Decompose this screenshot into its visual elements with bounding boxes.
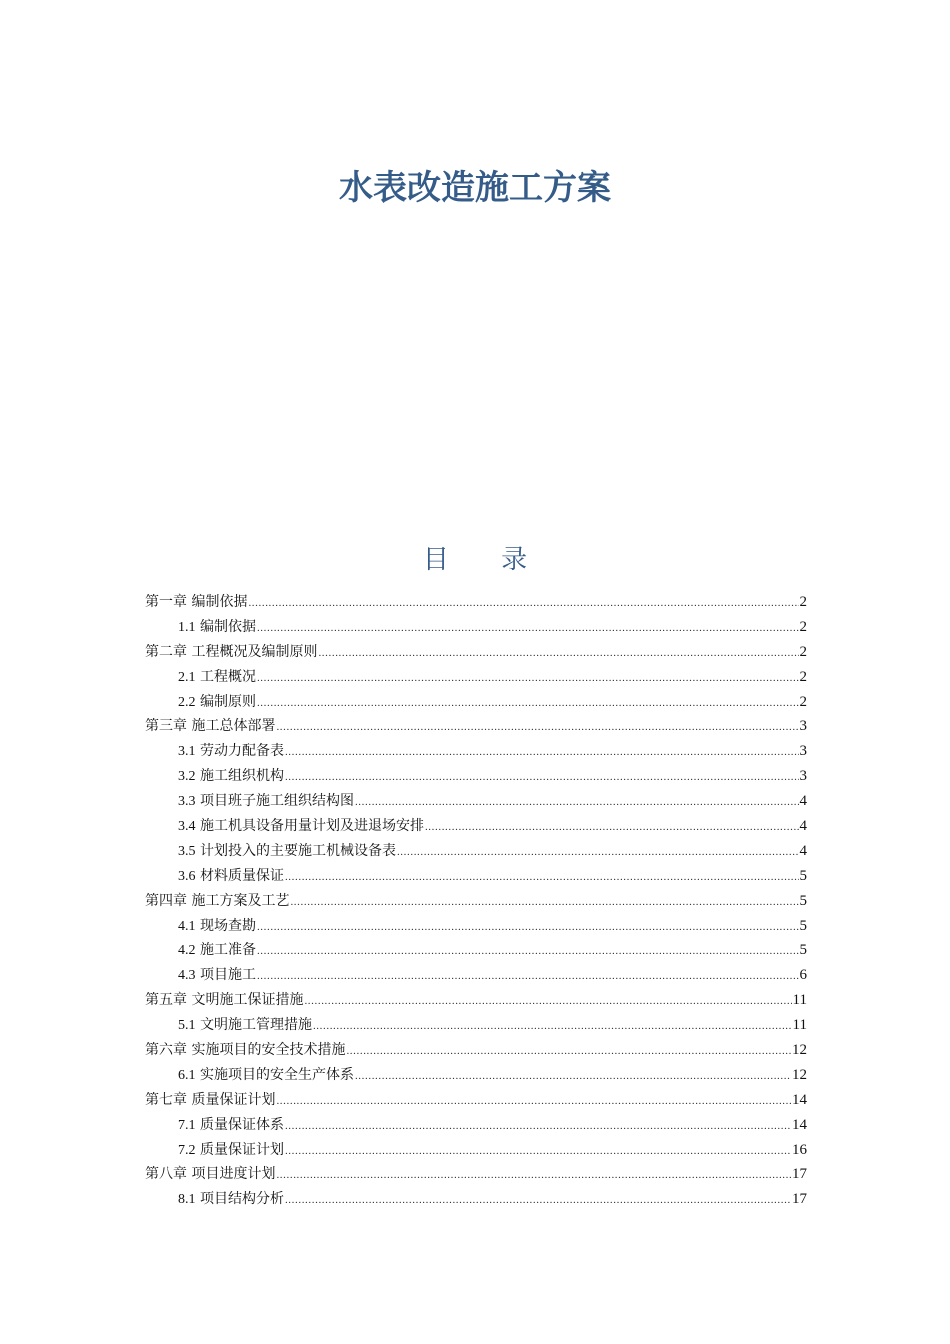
toc-section-entry[interactable] <box>145 1113 807 1138</box>
toc-section-entry[interactable] <box>145 1063 807 1088</box>
toc-page-number: 14 <box>792 1091 807 1108</box>
toc-section-entry[interactable] <box>145 665 807 690</box>
toc-page-number: 4 <box>799 818 807 835</box>
toc-section-entry[interactable] <box>145 789 807 814</box>
toc-chapter-entry[interactable] <box>145 640 807 665</box>
toc-leader-dots <box>276 1089 791 1113</box>
toc-entry-text <box>145 1162 275 1187</box>
toc-entry-text <box>178 938 256 963</box>
toc-entry-text <box>178 1113 284 1138</box>
toc-page-number: 16 <box>792 1141 807 1158</box>
toc-leader-dots <box>285 1188 791 1212</box>
toc-entry-text <box>178 1187 284 1212</box>
toc-entry-number: 8.1 <box>178 1192 196 1208</box>
toc-entry-number: 第四章 <box>145 893 187 909</box>
toc-entry-title: 文明施工管理措施 <box>199 1017 312 1034</box>
toc-chapter-entry[interactable] <box>145 1038 807 1063</box>
toc-entry-number: 第一章 <box>145 595 187 610</box>
toc-entry-title: 项目班子施工组织结构图 <box>199 793 354 810</box>
toc-leader-dots <box>285 765 799 789</box>
toc-entry-title: 实施项目的安全生产体系 <box>199 1066 354 1083</box>
toc-entry-number: 第三章 <box>145 719 187 735</box>
toc-page-number: 3 <box>799 718 807 735</box>
toc-section-entry[interactable] <box>145 864 807 889</box>
toc-page-number: 2 <box>799 693 807 710</box>
toc-entry-text <box>178 1063 354 1088</box>
toc-chapter-entry[interactable] <box>145 590 807 615</box>
toc-entry-text <box>178 1013 312 1038</box>
toc-entry-number: 1.1 <box>178 619 196 635</box>
toc-chapter-entry[interactable] <box>145 889 807 914</box>
toc-entry-number: 第八章 <box>145 1167 187 1183</box>
toc-section-entry[interactable] <box>145 963 807 988</box>
toc-leader-dots <box>257 915 799 939</box>
toc-entry-number: 3.4 <box>178 819 196 835</box>
toc-leader-dots <box>257 691 799 715</box>
toc-chapter-entry[interactable] <box>145 1162 807 1187</box>
toc-entry-number: 4.2 <box>178 943 196 959</box>
toc-section-entry[interactable] <box>145 814 807 839</box>
toc-page-number: 3 <box>799 768 807 785</box>
toc-leader-dots <box>257 616 799 640</box>
toc-entry-text <box>178 839 396 864</box>
toc-entry-text <box>178 665 256 690</box>
toc-page-number: 5 <box>799 917 807 934</box>
toc-entry-title: 施工组织机构 <box>199 768 284 785</box>
toc-entry-number: 2.2 <box>178 694 196 710</box>
toc-entry-title: 编制原则 <box>199 693 256 710</box>
toc-chapter-entry[interactable] <box>145 988 807 1013</box>
toc-page-number: 2 <box>799 618 807 635</box>
toc-entry-title: 项目进度计划 <box>191 1166 276 1183</box>
toc-entry-title: 实施项目的安全技术措施 <box>191 1042 346 1059</box>
toc-heading: 目 录 <box>422 545 550 575</box>
toc-section-entry[interactable] <box>145 938 807 963</box>
toc-section-entry[interactable] <box>145 1187 807 1212</box>
toc-entry-text <box>178 690 256 715</box>
toc-entry-number: 第七章 <box>145 1092 187 1108</box>
toc-leader-dots <box>276 715 798 739</box>
toc-chapter-entry[interactable] <box>145 714 807 739</box>
toc-leader-dots <box>304 989 791 1013</box>
toc-leader-dots <box>425 815 799 839</box>
toc-leader-dots <box>276 1163 791 1187</box>
toc-leader-dots <box>397 840 799 864</box>
toc-entry-number: 5.1 <box>178 1018 196 1034</box>
toc-section-entry[interactable] <box>145 739 807 764</box>
toc-entry-text <box>178 814 424 839</box>
toc-entry-number: 3.1 <box>178 744 196 760</box>
toc-leader-dots <box>285 865 799 889</box>
toc-leader-dots <box>248 591 798 615</box>
toc-entry-text <box>145 640 317 665</box>
toc-leader-dots <box>257 939 799 963</box>
toc-leader-dots <box>285 740 799 764</box>
toc-entry-text <box>178 739 284 764</box>
toc-entry-title: 质量保证体系 <box>199 1116 284 1133</box>
document-title: 水表改造施工方案 <box>339 168 611 208</box>
toc-entry-text <box>178 963 256 988</box>
toc-entry-text <box>178 789 354 814</box>
toc-leader-dots <box>355 1064 791 1088</box>
toc-page-number: 3 <box>799 743 807 760</box>
toc-page-number: 11 <box>792 1017 807 1034</box>
toc-page-number: 17 <box>792 1166 807 1183</box>
toc-page-number: 4 <box>799 842 807 859</box>
toc-entry-number: 7.2 <box>178 1142 196 1158</box>
toc-page-number: 2 <box>799 668 807 685</box>
toc-entry-title: 施工总体部署 <box>191 718 276 735</box>
toc-entry-text <box>145 988 303 1013</box>
toc-entry-text <box>178 764 284 789</box>
toc-leader-dots <box>285 1139 791 1163</box>
toc-entry-title: 编制依据 <box>199 618 256 635</box>
toc-entry-title: 施工方案及工艺 <box>191 892 290 909</box>
toc-page-number: 6 <box>799 967 807 984</box>
toc-entry-text <box>145 889 289 914</box>
toc-leader-dots <box>285 1114 791 1138</box>
toc-entry-title: 施工机具设备用量计划及进退场安排 <box>199 818 424 835</box>
toc-entry-title: 现场查勘 <box>199 917 256 934</box>
toc-page-number: 5 <box>799 942 807 959</box>
toc-leader-dots <box>318 641 798 665</box>
toc-entry-title: 文明施工保证措施 <box>191 992 304 1009</box>
toc-page-number: 17 <box>792 1191 807 1208</box>
toc-page-number: 11 <box>792 992 807 1009</box>
toc-entry-title: 工程概况 <box>199 668 256 685</box>
toc-entry-title: 质量保证计划 <box>191 1091 276 1108</box>
toc-entry-title: 编制依据 <box>191 594 248 610</box>
toc-leader-dots <box>257 666 799 690</box>
toc-page-number: 12 <box>792 1066 807 1083</box>
toc-entry-title: 项目结构分析 <box>199 1191 284 1208</box>
toc-entry-number: 3.2 <box>178 769 196 785</box>
toc-page-number: 4 <box>799 793 807 810</box>
toc-page-number: 5 <box>799 867 807 884</box>
toc-section-entry[interactable] <box>145 690 807 715</box>
toc-leader-dots <box>355 790 799 814</box>
toc-entry-number: 7.1 <box>178 1117 196 1133</box>
toc-entry-text <box>145 590 247 615</box>
toc-section-entry[interactable] <box>145 1013 807 1038</box>
toc-entry-text <box>145 714 275 739</box>
toc-leader-dots <box>290 890 798 914</box>
toc-leader-dots <box>346 1039 791 1063</box>
toc-section-entry[interactable] <box>145 1138 807 1163</box>
toc-entry-number: 3.3 <box>178 794 196 810</box>
toc-entry-number: 第五章 <box>145 993 187 1009</box>
toc-entry-title: 施工准备 <box>199 942 256 959</box>
toc-entry-title: 质量保证计划 <box>199 1141 284 1158</box>
toc-entry-title: 项目施工 <box>199 967 256 984</box>
toc-entry-number: 第二章 <box>145 644 187 660</box>
toc-page-number: 12 <box>792 1042 807 1059</box>
toc-entry-number: 4.1 <box>178 918 196 934</box>
toc-entry-number: 2.1 <box>178 669 196 685</box>
toc-section-entry[interactable] <box>145 764 807 789</box>
toc-entry-text <box>178 1138 284 1163</box>
toc-entry-number: 3.6 <box>178 868 196 884</box>
toc-leader-dots <box>257 964 799 988</box>
toc-entry-text <box>145 1038 345 1063</box>
toc-entry-title: 工程概况及编制原则 <box>191 643 318 660</box>
toc-chapter-entry[interactable] <box>145 1088 807 1113</box>
toc-section-entry[interactable] <box>145 839 807 864</box>
toc-entry-text <box>145 1088 275 1113</box>
toc-entry-text <box>178 864 284 889</box>
toc-entry-number: 4.3 <box>178 968 196 984</box>
table-of-contents <box>145 590 807 1212</box>
toc-page-number: 2 <box>799 594 807 610</box>
toc-section-entry[interactable] <box>145 914 807 939</box>
toc-entry-title: 计划投入的主要施工机械设备表 <box>199 842 396 859</box>
toc-page-number: 5 <box>799 892 807 909</box>
toc-section-entry[interactable] <box>145 615 807 640</box>
toc-entry-text <box>178 914 256 939</box>
toc-entry-number: 第六章 <box>145 1043 187 1059</box>
toc-page-number: 2 <box>799 643 807 660</box>
toc-entry-number: 6.1 <box>178 1067 196 1083</box>
toc-leader-dots <box>313 1014 792 1038</box>
toc-entry-text <box>178 615 256 640</box>
toc-entry-number: 3.5 <box>178 843 196 859</box>
toc-entry-title: 材料质量保证 <box>199 867 284 884</box>
toc-page-number: 14 <box>792 1116 807 1133</box>
toc-entry-title: 劳动力配备表 <box>199 743 284 760</box>
